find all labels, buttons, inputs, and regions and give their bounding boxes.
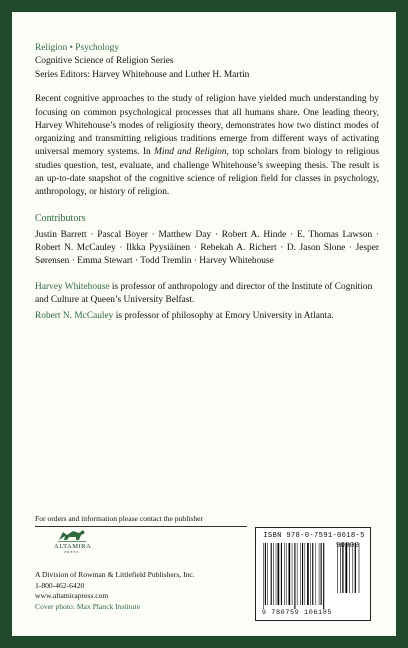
contributors-list: Justin Barrett · Pascal Boyer · Matthew Day · Robert A. Hinde · E. Thomas Lawson · Robert N. McCauley · Ilkka Pyysiäinen · Rebekah A. Richert · D. Jason Slone · Jesper Sørensen · Emma Stewart · Todd Tremlin · Harvey Whitehouse [35,229,379,267]
barcode-bar [312,543,313,605]
barcode-bar [281,543,282,605]
category-psychology: Psychology [75,43,120,53]
main-content [35,42,379,327]
barcode-bar [278,543,280,605]
contributors-heading: Contributors [35,212,86,224]
barcode-number: 9 780759 106185 [258,609,336,617]
back-cover-panel [12,12,396,636]
bio-whitehouse [35,281,379,308]
series-editors: Series Editors: Harvey Whitehouse and Luther H. Martin [35,69,250,80]
barcode-bar [319,543,320,605]
barcode-bars [261,543,367,613]
barcode-bar [321,543,322,605]
barcode-bar [273,543,274,605]
description-part-1: Recent cognitive approaches to the study of religion have yielded much understanding by focusing on common psychological processes that all humans share. One leading theory, Harvey Whitehouse’s modes of religiosity theory, demonstrates how two distinct modes of organizing and transmitting religious traditions emerge from different ways of activating universal memory systems. In [35,94,379,158]
barcode-bar [289,543,291,605]
book-title: Mind and Religion [154,147,227,158]
llama-icon [57,527,87,543]
barcode-bar [353,543,354,593]
publisher-info [35,570,235,612]
isbn-label: ISBN 978-0-7591-0618-5 [263,532,365,540]
barcode-bar [342,543,343,593]
barcode-bar [267,543,268,605]
barcode-bar [305,543,306,605]
barcode-bar [345,543,347,593]
phone: 1-800-462-6420 [35,580,85,590]
barcode-bar [265,543,266,605]
logo-press: PRESS [64,550,80,554]
book-description [35,93,379,199]
barcode-bar [276,543,277,605]
barcode-bar [310,543,311,605]
orders-text: For orders and information please contact the publisher [35,514,204,523]
category-bullet: • [69,43,73,53]
barcode-bar [302,543,303,605]
barcode-bar [263,543,264,611]
price-code: 90000 [336,542,360,550]
cover-photo-credit: Cover photo: Max Planck Institute [35,601,141,611]
barcode-bar [294,543,295,611]
logo-text: ALTAMIRA [54,543,92,550]
author-bios [35,281,379,324]
series-info [35,42,379,82]
category-religion: Religion [35,43,68,53]
barcode-bar [316,543,317,605]
bio-mccauley [35,310,379,323]
barcode-bar [286,543,287,605]
division: A Division of Rowman & Littlefield Publishers, Inc. [35,570,195,579]
barcode-bar [292,543,293,605]
categories [35,42,379,55]
barcode-bar [323,543,324,611]
barcode-bar [300,543,301,605]
bio-name: Robert N. McCauley [35,311,114,322]
website: www.altamirapress.com [35,591,109,600]
barcode-bar [307,543,309,605]
barcode-bar [284,543,285,605]
bio-text: is professor of philosophy at Emory University in Atlanta. [113,311,334,322]
barcode-bar [340,543,341,593]
series-name: Cognitive Science of Religion Series [35,56,174,67]
bio-name: Harvey Whitehouse [35,281,110,292]
barcode-bar [297,543,298,605]
description-part-2: , top scholars from biology to religious studies question, test, evaluate, and challenge Whitehouse’s sweeping thesis. The result is an up-to-date snapshot of the cognitive science of religion field for classes in psychology, anthropology, or history of religion. [35,147,379,198]
altamira-logo [54,527,90,567]
barcode-bar [355,543,356,593]
barcode-bar [359,543,360,593]
barcode-bar [349,543,350,593]
barcode-box [255,527,371,621]
barcode-bar [337,543,338,593]
barcode-bar [271,543,272,605]
bio-text: is professor of anthropology and director of the Institute of Cognition and Culture at Queen’s University Belfast. [35,281,373,306]
